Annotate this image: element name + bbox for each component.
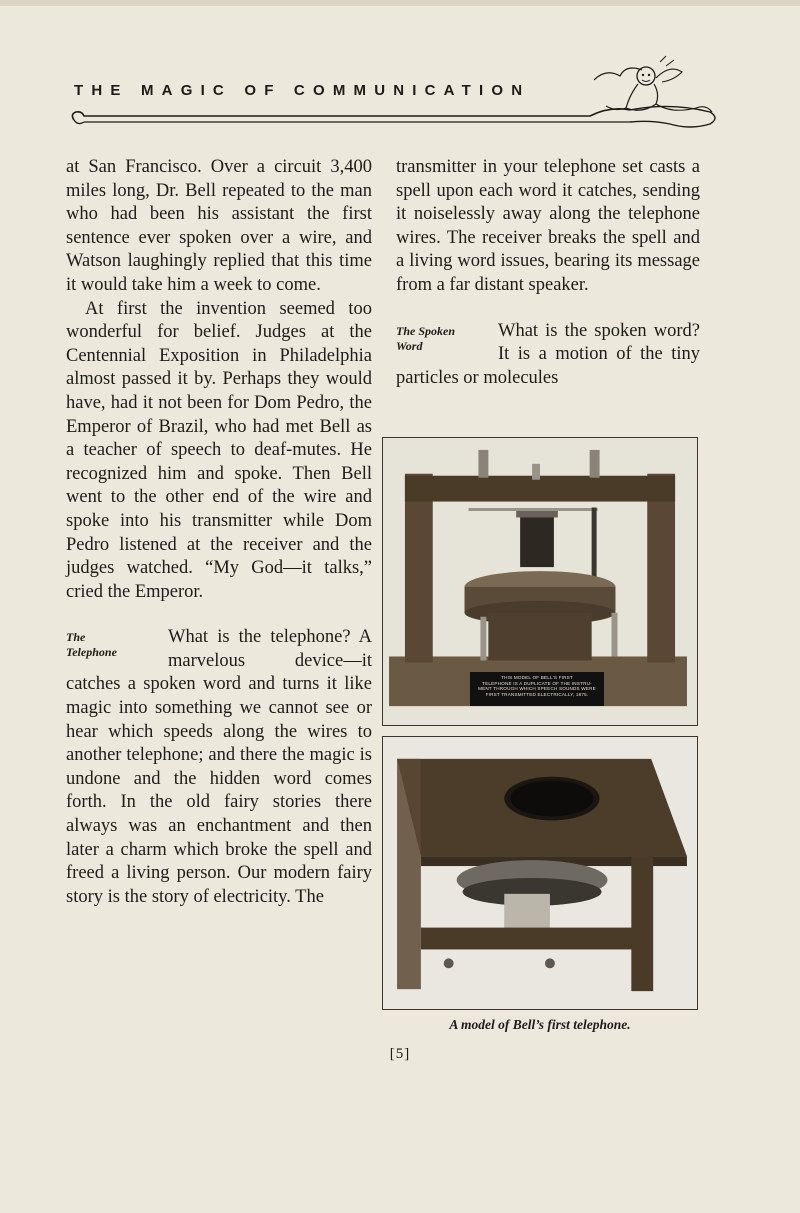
left-text-column — [66, 156, 372, 909]
section-the-spoken-word — [396, 320, 700, 391]
museum-plaque — [470, 672, 604, 706]
side-heading — [66, 626, 162, 660]
receiver-box-illustration — [383, 737, 697, 1009]
telephone-model-photo-receiver — [382, 736, 698, 1010]
plaque-line: FIRST TRANSMITTED ELECTRICALLY, 1875. — [485, 691, 589, 697]
side-heading — [396, 320, 492, 354]
body-paragraph: What is the spoken word? It is a motion of the tiny particles or molecules — [396, 320, 700, 388]
body-paragraph: At first the invention seemed too wonderful for belief. Judges at the Centennial Exposition in Philadelphia almost passed it by. Perhaps they would have, had it not been for Dom Pedro, the Emperor of Brazil, who had met Bell as a teacher of speech to deaf-mutes. He recognized him and spoke. Then Bell went to the other end of the wire and spoke into his transmitter while Dom Pedro listened at the receiver and the judges watched. “My God—it talks,” cried the Emperor. — [66, 298, 372, 602]
body-paragraph: at San Francisco. Over a circuit 3,400 miles long, Dr. Bell repeated to the man who had been his assistant the first sentence ever spoken over a wire, and Watson laughingly replied that this time it would take him a week to come. — [66, 157, 372, 295]
running-head: THE MAGIC OF COMMUNICATION — [74, 82, 531, 99]
plaque-line: MENT THROUGH WHICH SPEECH SOUNDS WERE — [478, 686, 596, 692]
page-number: [5] — [389, 1046, 411, 1062]
figure-caption: A model of Bell’s first telephone. — [449, 1017, 631, 1032]
plaque-line: THIS MODEL OF BELL'S FIRST — [501, 675, 573, 680]
side-heading-line: Telephone — [66, 645, 117, 660]
section-the-telephone — [66, 626, 372, 909]
body-paragraph: What is the telephone? A marvelous device—it catches a spoken word and turns it like magic into something we cannot see or hear which speeds along the wires to another telephone; and there the magic is undone and the hidden word comes forth. In the old fairy stories there always was an enchantment and then later a charm which broke the spell and freed a living person. Our modern fairy story is the story of electricity. The — [66, 627, 372, 907]
body-paragraph: transmitter in your telephone set casts a spell upon each word it catches, sending it noiselessly away along the telephone wires. The receiver breaks the spell and a living word issues, bearing its message from a far distant speaker. — [396, 157, 700, 295]
side-heading-line: The Spoken — [396, 323, 456, 338]
side-heading-line: The — [66, 630, 86, 645]
side-heading-line: Word — [396, 338, 423, 353]
cherub-messenger-illustration — [586, 54, 716, 124]
plaque-line: TELEPHONE IS A DUPLICATE OF THE INSTRU- — [482, 680, 592, 686]
page-top-edge — [0, 0, 800, 6]
right-text-column — [396, 156, 700, 390]
